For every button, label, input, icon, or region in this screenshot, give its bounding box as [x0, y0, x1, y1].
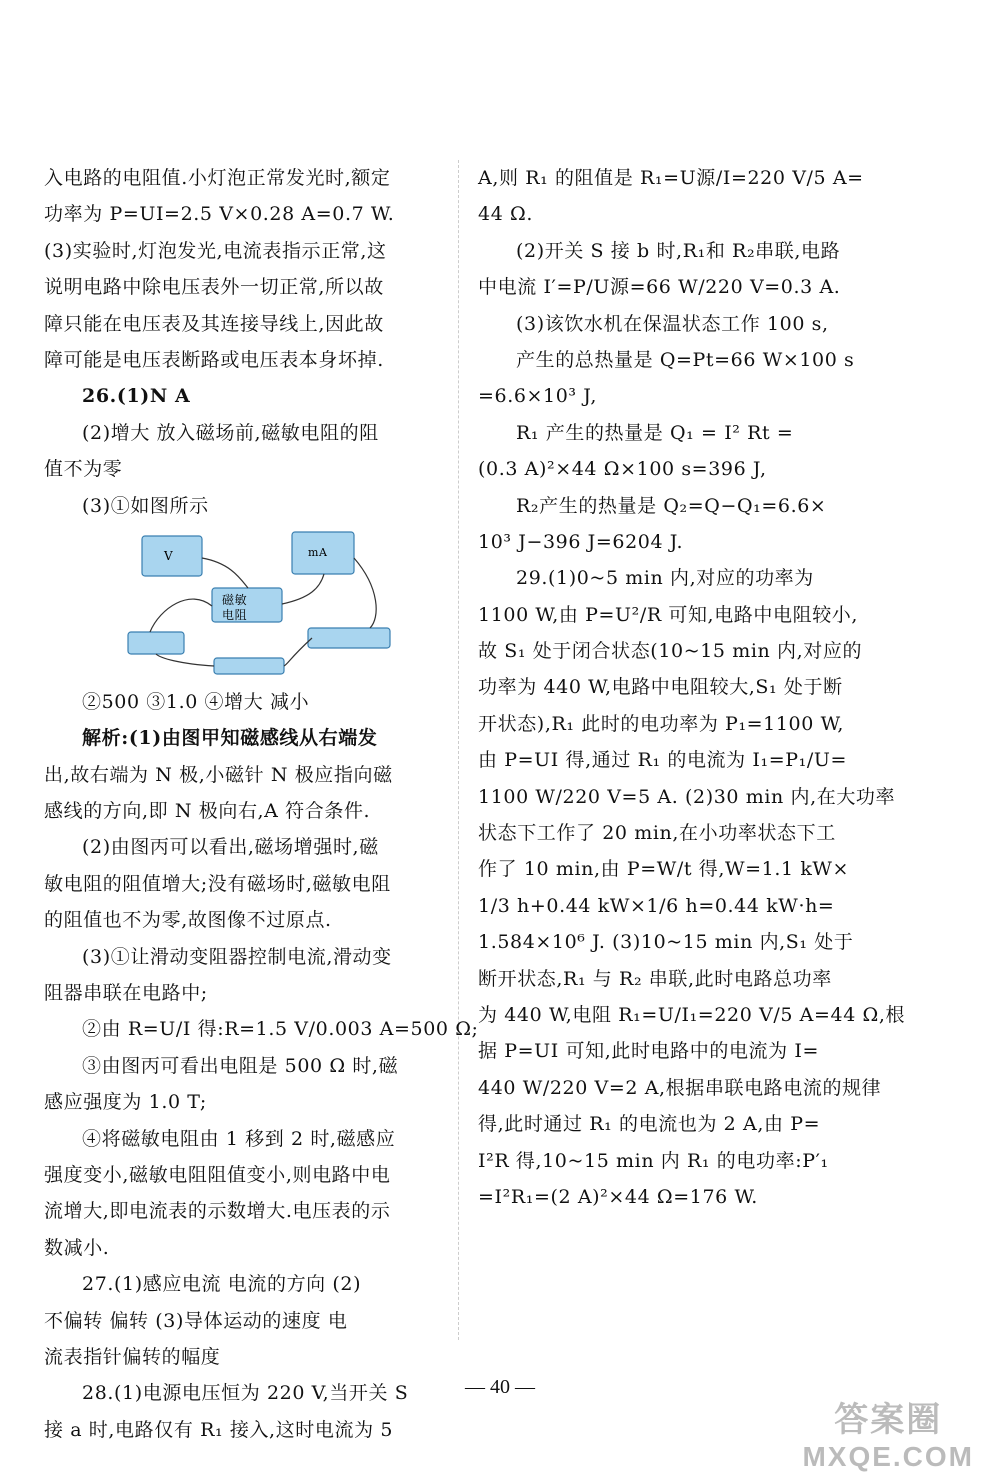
watermark-bottom: MXQE.COM: [802, 1441, 974, 1472]
text-line: 流增大,即电流表的示数增大.电压表的示: [44, 1200, 391, 1223]
text-line: A,则 R₁ 的阻值是 R₁=U源/I=220 V/5 A=: [478, 167, 864, 189]
column-divider: [458, 160, 459, 1340]
text-line: I²R 得,10~15 min 内 R₁ 的电功率:P′₁: [478, 1149, 829, 1172]
text-line: 感线的方向,即 N 极向右,A 符合条件.: [44, 800, 371, 823]
text-line: 功率为 P=UI=2.5 V×0.28 A=0.7 W.: [44, 203, 395, 226]
text-line: 1100 W,由 P=U²/R 可知,电路中电阻较小,: [478, 603, 859, 626]
text-line: (2)开关 S 接 b 时,R₁和 R₂串联,电路: [516, 239, 841, 262]
text-line: 解析:(1)由图甲知磁感线从右端发: [82, 727, 378, 750]
wire: [354, 558, 376, 628]
text-line: (2)增大 放入磁场前,磁敏电阻的阻: [82, 421, 379, 444]
text-line: 出,故右端为 N 极,小磁针 N 极应指向磁: [44, 763, 393, 786]
sensor-label: 电阻: [222, 607, 248, 622]
text-line: 由 P=UI 得,通过 R₁ 的电流为 I₁=P₁/U=: [478, 749, 847, 772]
text-line: 值不为零: [44, 458, 123, 481]
text-line: ②由 R=U/I 得:R=1.5 V/0.003 A=500 Ω;: [82, 1018, 479, 1041]
text-line: R₂产生的热量是 Q₂=Q−Q₁=6.6×: [516, 494, 827, 517]
text-line: 44 Ω.: [478, 203, 534, 226]
voltmeter-label: V: [164, 548, 174, 563]
question-27: 27.(1)感应电流 电流的方向 (2): [82, 1273, 362, 1296]
text-line: 1/3 h+0.44 kW×1/6 h=0.44 kW·h=: [478, 894, 835, 917]
left-column: [44, 160, 479, 1448]
text-line: ④将磁敏电阻由 1 移到 2 时,磁感应: [82, 1127, 396, 1150]
right-column: [478, 160, 906, 1215]
text-line: 故 S₁ 处于闭合状态(10~15 min 内,对应的: [478, 640, 863, 663]
text-line: =6.6×10³ J,: [478, 385, 598, 408]
text-line: 开状态),R₁ 此时的电功率为 P₁=1100 W,: [478, 712, 845, 735]
text-line: ②500 ③1.0 ④增大 减小: [82, 690, 310, 713]
text-line: 作了 10 min,由 P=W/t 得,W=1.1 kW×: [478, 858, 850, 881]
wire: [156, 654, 214, 666]
text-line: (2)由图丙可以看出,磁场增强时,磁: [82, 836, 379, 859]
watermark-logo: [802, 1392, 974, 1473]
wire: [284, 638, 312, 666]
circuit-diagram: [120, 528, 396, 678]
text-line: 10³ J−396 J=6204 J.: [478, 530, 684, 553]
circuit-figure: [120, 528, 396, 678]
text-line: (3)实验时,灯泡发光,电流表指示正常,这: [44, 239, 387, 262]
ammeter-label: mA: [308, 545, 328, 559]
wire: [150, 599, 212, 632]
text-line: 440 W/220 V=2 A,根据串联电路电流的规律: [478, 1076, 882, 1099]
text-line: 1100 W/220 V=5 A. (2)30 min 内,在大功率: [478, 785, 896, 808]
text-line: 中电流 I′=P/U源=66 W/220 V=0.3 A.: [478, 276, 841, 299]
text-line: 功率为 440 W,电路中电阻较大,S₁ 处于断: [478, 676, 843, 699]
text-line: 阻器串联在电路中;: [44, 982, 208, 1005]
question-26: 26.(1)N A: [82, 385, 191, 408]
text-line: 入电路的电阻值.小灯泡正常发光时,额定: [44, 167, 391, 189]
switch-body: [128, 632, 184, 654]
question-28: 28.(1)电源电压恒为 220 V,当开关 S: [82, 1382, 409, 1405]
text-line: 据 P=UI 可知,此时电路中的电流为 I=: [478, 1040, 820, 1063]
text-line: 状态下工作了 20 min,在小功率状态下工: [478, 822, 836, 845]
wire: [282, 574, 324, 604]
question-29: 29.(1)0~5 min 内,对应的功率为: [516, 567, 814, 590]
text-line: (3)①如图所示: [82, 494, 209, 517]
text-line: 敏电阻的阻值增大;没有磁场时,磁敏电阻: [44, 872, 391, 895]
text-line: (3)①让滑动变阻器控制电流,滑动变: [82, 945, 392, 968]
text-line: 的阻值也不为零,故图像不过原点.: [44, 909, 332, 932]
sensor-label: 磁敏: [222, 592, 248, 607]
text-line: (0.3 A)²×44 Ω×100 s=396 J,: [478, 458, 767, 481]
text-line: 得,此时通过 R₁ 的电流也为 2 A,由 P=: [478, 1113, 821, 1136]
text-line: 产生的总热量是 Q=Pt=66 W×100 s: [516, 348, 855, 371]
text-line: 障可能是电压表断路或电压表本身坏掉.: [44, 348, 384, 371]
battery-body: [214, 658, 284, 674]
text-line: 不偏转 偏转 (3)导体运动的速度 电: [44, 1309, 348, 1332]
text-line: =I²R₁=(2 A)²×44 Ω=176 W.: [478, 1185, 758, 1208]
text-line: 障只能在电压表及其连接导线上,因此故: [44, 312, 384, 335]
text-line: 流表指针偏转的幅度: [44, 1345, 221, 1368]
text-line: 接 a 时,电路仅有 R₁ 接入,这时电流为 5: [44, 1418, 394, 1441]
text-line: 1.584×10⁶ J. (3)10~15 min 内,S₁ 处于: [478, 931, 854, 954]
text-line: 为 440 W,电阻 R₁=U/I₁=220 V/5 A=44 Ω,根: [478, 1003, 906, 1026]
text-line: 感应强度为 1.0 T;: [44, 1091, 207, 1114]
wire: [202, 558, 248, 588]
watermark-top: 答案圈: [834, 1401, 943, 1439]
text-line: (3)该饮水机在保温状态工作 100 s,: [516, 312, 829, 335]
text-line: 数减小.: [44, 1236, 110, 1259]
page-number: — 40 —: [465, 1376, 535, 1398]
rheostat-body: [308, 628, 390, 648]
text-line: 说明电路中除电压表外一切正常,所以故: [44, 276, 384, 299]
text-line: 断开状态,R₁ 与 R₂ 串联,此时电路总功率: [478, 967, 832, 990]
text-line: ③由图丙可看出电阻是 500 Ω 时,磁: [82, 1054, 399, 1077]
text-line: R₁ 产生的热量是 Q₁ = I² Rt =: [516, 421, 794, 444]
text-line: 强度变小,磁敏电阻阻值变小,则电路中电: [44, 1163, 391, 1186]
